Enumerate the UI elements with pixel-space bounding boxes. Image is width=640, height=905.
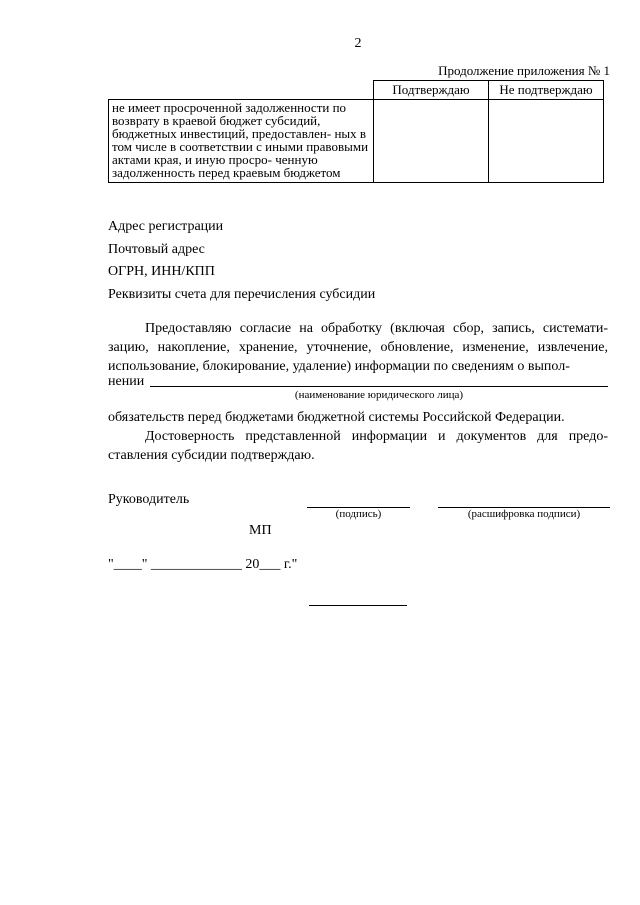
footer-separator-line — [309, 590, 407, 606]
entity-name-caption: (наименование юридического лица) — [294, 389, 464, 401]
obligations-paragraph: обязательств перед бюджетами бюджетной системы Российской Федерации. — [108, 410, 565, 425]
cell-confirm[interactable] — [374, 100, 489, 183]
head-label: Руководитель — [108, 492, 190, 507]
signature-decode-line[interactable] — [438, 492, 610, 508]
table-row — [109, 100, 604, 183]
signature-caption: (подпись) — [335, 508, 382, 520]
registration-address-label: Адрес регистрации — [108, 219, 224, 234]
postal-address-label: Почтовый адрес — [108, 242, 205, 257]
confirmation-table — [108, 80, 604, 183]
seal-label: МП — [249, 523, 272, 538]
account-details-label: Реквизиты счета для перечисления субсидии — [108, 287, 376, 302]
row-description: не имеет просроченной задолженности по возврату в краевой бюджет субсидий, бюджетных инвестиций, предоставлен- ных в том числе в соответствии с иными правовыми актами края, и иную просро- ченную задолженность перед краевым бюджетом — [109, 100, 374, 183]
table-header-row — [109, 81, 604, 100]
cell-not-confirm[interactable] — [489, 100, 604, 183]
consent-last-word: нении — [108, 374, 145, 389]
continuation-note: Продолжение приложения № 1 — [438, 63, 610, 78]
header-not-confirm: Не подтверждаю — [489, 81, 604, 100]
header-confirm: Подтверждаю — [374, 81, 489, 100]
consent-paragraph: Предоставляю согласие на обработку (включая сбор, запись, системати- зацию, накопление, хранение, уточнение, обновление, изменение, извлечение, использование, блокирование, удаление) информации по сведениям о выпол- — [108, 321, 608, 374]
page-number: 2 — [354, 36, 362, 51]
table-header-empty — [109, 81, 374, 100]
ogrn-inn-kpp-label: ОГРН, ИНН/КПП — [108, 264, 215, 279]
signature-line[interactable] — [307, 492, 410, 508]
reliability-paragraph: Достоверность представленной информации и документов для предо- ставления субсидии подтверждаю. — [108, 429, 608, 463]
decode-caption: (расшифровка подписи) — [467, 508, 581, 520]
entity-name-line[interactable] — [150, 371, 608, 387]
date-line: "____" _____________ 20___ г." — [108, 557, 298, 572]
